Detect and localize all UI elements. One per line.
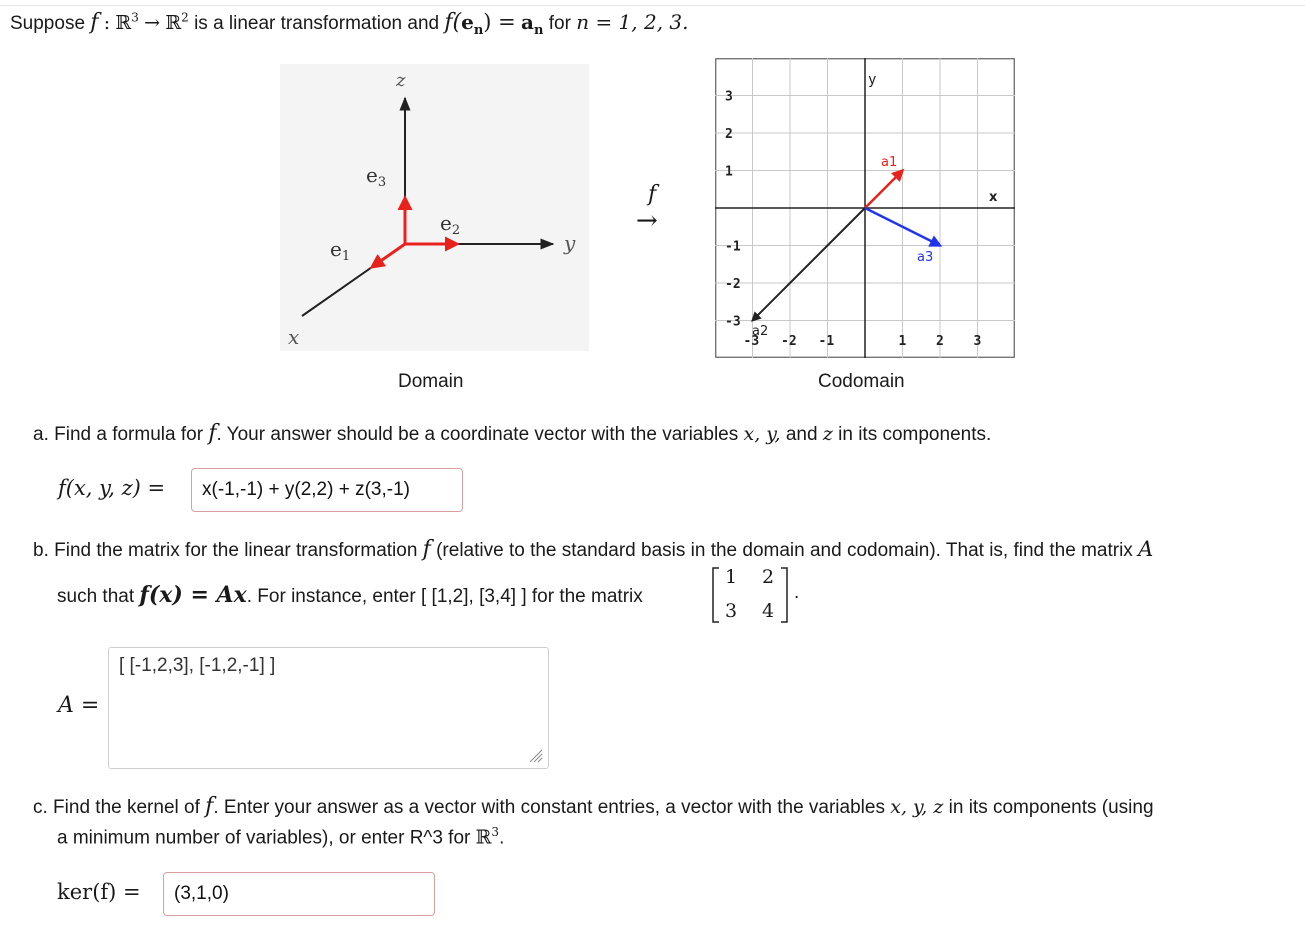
map-arrow: → <box>636 206 658 236</box>
part-a-question <box>33 421 991 446</box>
matrix-period: . <box>794 582 800 603</box>
x-tick-label: -3 <box>743 334 760 349</box>
resize-grip-icon[interactable] <box>526 746 544 764</box>
intro-prefix: Suppose <box>10 13 86 34</box>
e2-label: $e_2$ <box>440 211 461 238</box>
a3-label: a3 <box>917 250 934 265</box>
intro-en-sub: n <box>473 22 484 38</box>
domain-z-label: z <box>396 70 406 91</box>
matrix-cell-11: 1 <box>725 566 738 588</box>
e3-label: $e_3$ <box>366 163 387 190</box>
domain-y-label: y <box>564 231 576 255</box>
intro-en: e <box>461 10 474 34</box>
codomain-y-label: y <box>868 72 877 88</box>
intro-r-domain: ℝ <box>115 12 132 34</box>
x-tick-label: -1 <box>818 334 835 349</box>
part-b-A: A <box>1138 537 1154 561</box>
part-c-text: . Enter your answer as a vector with constant entries, a vector with the variables <box>213 797 885 818</box>
intro-close-eq: ) = <box>483 10 516 34</box>
part-b-lhs: A = <box>58 693 100 718</box>
intro-colon: : <box>103 12 111 34</box>
y-tick-label: -1 <box>725 239 741 255</box>
part-b-f: f <box>422 537 431 562</box>
intro-mid: is a linear transformation and <box>194 13 440 34</box>
intro-r-codomain: ℝ <box>165 12 182 34</box>
matrix-cell-22: 4 <box>762 600 775 622</box>
part-b-such-that: such that <box>57 586 135 607</box>
a2-label: a2 <box>752 324 769 339</box>
map-f: f <box>648 182 657 207</box>
a1-label: a1 <box>881 155 898 170</box>
part-b-eq: f(x) = Ax <box>139 582 247 608</box>
part-a-text: . Your answer should be a coordinate vector with the variables <box>216 424 739 445</box>
intro-exp-codomain: 2 <box>181 10 189 25</box>
x-tick-label: 3 <box>973 334 982 349</box>
part-c-prefix: c. Find the kernel of <box>33 797 200 818</box>
codomain-label: Codomain <box>818 371 905 392</box>
part-a-vars: x, y, <box>743 423 781 445</box>
x-tick-label: 1 <box>898 334 907 349</box>
top-divider <box>0 5 1305 6</box>
formula-answer-input[interactable] <box>191 468 463 512</box>
matrix-answer-textarea[interactable] <box>108 647 549 769</box>
part-b-question <box>33 537 1153 562</box>
x-tick-label: 2 <box>936 334 944 349</box>
intro-n-eq: n = 1, 2, 3. <box>576 10 689 34</box>
codomain-plot <box>715 58 1015 358</box>
part-c-line2-text: a minimum number of variables), or enter R^3 for <box>57 827 471 849</box>
part-c-vars: x, y, z <box>890 796 944 818</box>
intro-fen: f( <box>444 10 462 35</box>
matrix-cell-12: 2 <box>762 566 775 588</box>
e1-label: $e_1$ <box>330 237 351 264</box>
intro-for: for <box>548 13 571 34</box>
intro-an-sub: n <box>534 22 544 38</box>
problem-statement <box>10 10 689 38</box>
domain-plot-bg <box>280 64 589 351</box>
part-c-question <box>33 794 1154 819</box>
domain-x-label: x <box>288 325 300 349</box>
part-b-instance: . For instance, enter [ [1,2], [3,4] ] for the matrix <box>246 586 643 607</box>
part-a-lhs: f(x, y, z) = <box>58 476 166 500</box>
part-c-f: f <box>205 794 214 819</box>
part-b-line2 <box>57 582 643 608</box>
part-a-suffix: in its components. <box>838 424 992 445</box>
intro-an: a <box>521 10 534 34</box>
y-tick-label: 2 <box>725 127 733 142</box>
y-tick-label: -3 <box>725 314 741 330</box>
part-c-exp: 3 <box>491 825 500 839</box>
intro-f: f <box>90 10 99 35</box>
y-tick-label: 3 <box>725 89 733 105</box>
part-a-prefix: a. Find a formula for <box>33 424 204 445</box>
y-tick-label: -2 <box>725 277 741 292</box>
part-c-line2 <box>57 825 504 849</box>
part-c-suffix: in its components (using <box>948 797 1154 818</box>
kernel-answer-input[interactable] <box>163 872 435 916</box>
intro-exp-domain: 3 <box>131 10 139 25</box>
part-a-f: f <box>208 421 217 446</box>
y-tick-label: 1 <box>725 164 733 180</box>
part-c-lhs: ker(f) = <box>57 880 141 904</box>
part-b-prefix: b. Find the matrix for the linear transformation <box>33 540 418 561</box>
part-a-z: z <box>822 423 833 445</box>
part-c-R: ℝ <box>475 826 492 849</box>
part-c-dot: . <box>499 827 505 849</box>
intro-arrow: → <box>144 12 161 34</box>
codomain-x-label: x <box>989 190 998 205</box>
part-b-text: (relative to the standard basis in the domain and codomain). That is, find the matrix <box>436 540 1133 561</box>
x-tick-label: -2 <box>781 334 797 349</box>
example-matrix-brackets <box>711 566 791 624</box>
part-a-and: and <box>785 424 818 445</box>
domain-plot <box>280 64 589 351</box>
domain-label: Domain <box>398 371 464 392</box>
matrix-cell-21: 3 <box>725 600 738 622</box>
